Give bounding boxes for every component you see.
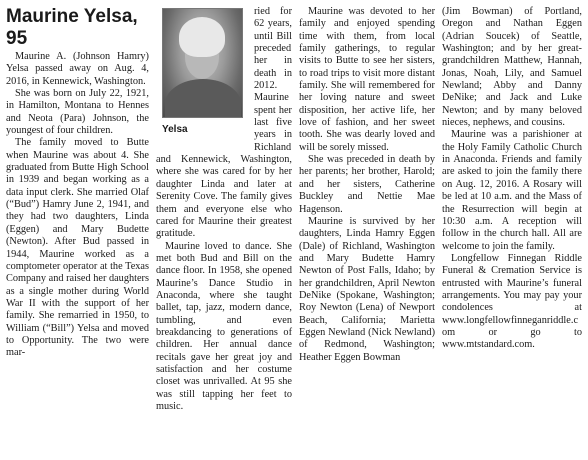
obituary-title: Maurine Yelsa, 95	[6, 6, 138, 49]
portrait-shoulders	[165, 79, 241, 118]
paragraph: The family moved to Butte when Maurine was about 4. She graduated from Butte High School in 1939 and began working as a data input clerk. She married Olaf (“Bud”) Hamry June 2, 1941, and they had two daughters, Linda (Eggen) and Mary Budette (Newton). After Bud passed in 1944, Maurine worked as a comptometer operator at the Texas Company and raised her daughters as a single mother during World War II with the support of her family. She remarried in 1950, to William (“Bill”) Yelsa and moved to Opportunity. The two were mar-	[6, 137, 149, 359]
paragraph: Maurine was devoted to her family and enjoyed spending time with them, from local family gatherings, to regular visits to Butte to see her sisters, to road trips to visit more distant family. She will remembered for her loving nature and sweet disposition, her active life, her love of fashion, and her sweet tooth. She was dearly loved and will be sorely missed.	[299, 6, 435, 153]
column-4	[442, 6, 582, 352]
paragraph: Maurine A. (Johnson Hamry) Yelsa passed away on Aug. 4, 2016, in Kennewick, Washington.	[6, 51, 149, 87]
paragraph: (Jim Bowman) of Portland, Oregon and Nathan Eggen (Adrian Soucek) of Seattle, Washington; and by her great-grandchildren Matthew, Hannah, Jonas, Noah, Lily, and Samuel Newland; Abby and Danny DeNike; and Jack and Luke Newton; and by many beloved nieces, nephews, and cousins.	[442, 6, 582, 129]
photo-block	[156, 6, 248, 149]
paragraph: Maurine is survived by her daughters, Linda Hamry Eggen (Dale) of Richland, Washington and Mary Budette Hamry Newton of Post Falls, Idaho; by her grandchildren, April Newton DeNike (Spokane, Washington; Roy Newton (Lena) of Newport Beach, California; Marietta Eggen Newland (Nick Newland) of Redmond, Washington; Heather Eggen Bowman	[299, 215, 435, 363]
paragraph: She was preceded in death by her parents; her brother, Harold; and her sisters, Catherine Buckley and Nettie Mae Hagenson.	[299, 154, 435, 215]
portrait-photo	[162, 8, 243, 118]
paragraph: ried for 62 years, until Bill preceded her in death in 2012. Maurine spent her last five years in Richland and Kennewick, Washington, where she was cared for by her daughter Linda and later at Serenity Cove. The family gives them and everyone else who cared for Maurine their greatest gratitude.	[156, 6, 292, 240]
paragraph: Maurine was a parishioner at the Holy Family Catholic Church in Anaconda. Friends and family are asked to join the family there on Aug. 12, 2016. A Rosary will be led at 10 a.m. and the Mass of the Resurrection will begin at 10:30 a.m. A reception will follow in the church hall. All are welcome to join the family.	[442, 129, 582, 252]
paragraph: Maurine loved to dance. She met both Bud and Bill on the dance floor. In 1958, she opened Maurine’s Dance Studio in Anaconda, where she taught ballet, tap, jazz, modern dance, tumbling, and even breakdancing to generations of children. Her annual dance recitals gave her great joy and satisfaction and her costume closet was unrivalled. At 95 she was still tapping her feet to music.	[156, 240, 292, 412]
paragraph: She was born on July 22, 1921, in Hamilton, Montana to Hennes and Neota (Para) Johnson, the youngest of four children.	[6, 88, 149, 137]
photo-caption: Yelsa	[162, 124, 188, 135]
paragraph: Longfellow Finnegan Riddle Funeral & Cremation Service is entrusted with Maurine’s funeral arrangements. You may pay your condolences at www.longfellowfinneganriddle.com or go to www.mtstandard.com.	[442, 252, 582, 351]
column-3	[299, 6, 435, 364]
column-2	[156, 6, 292, 413]
portrait-hair	[179, 17, 225, 57]
column-1	[6, 6, 149, 360]
